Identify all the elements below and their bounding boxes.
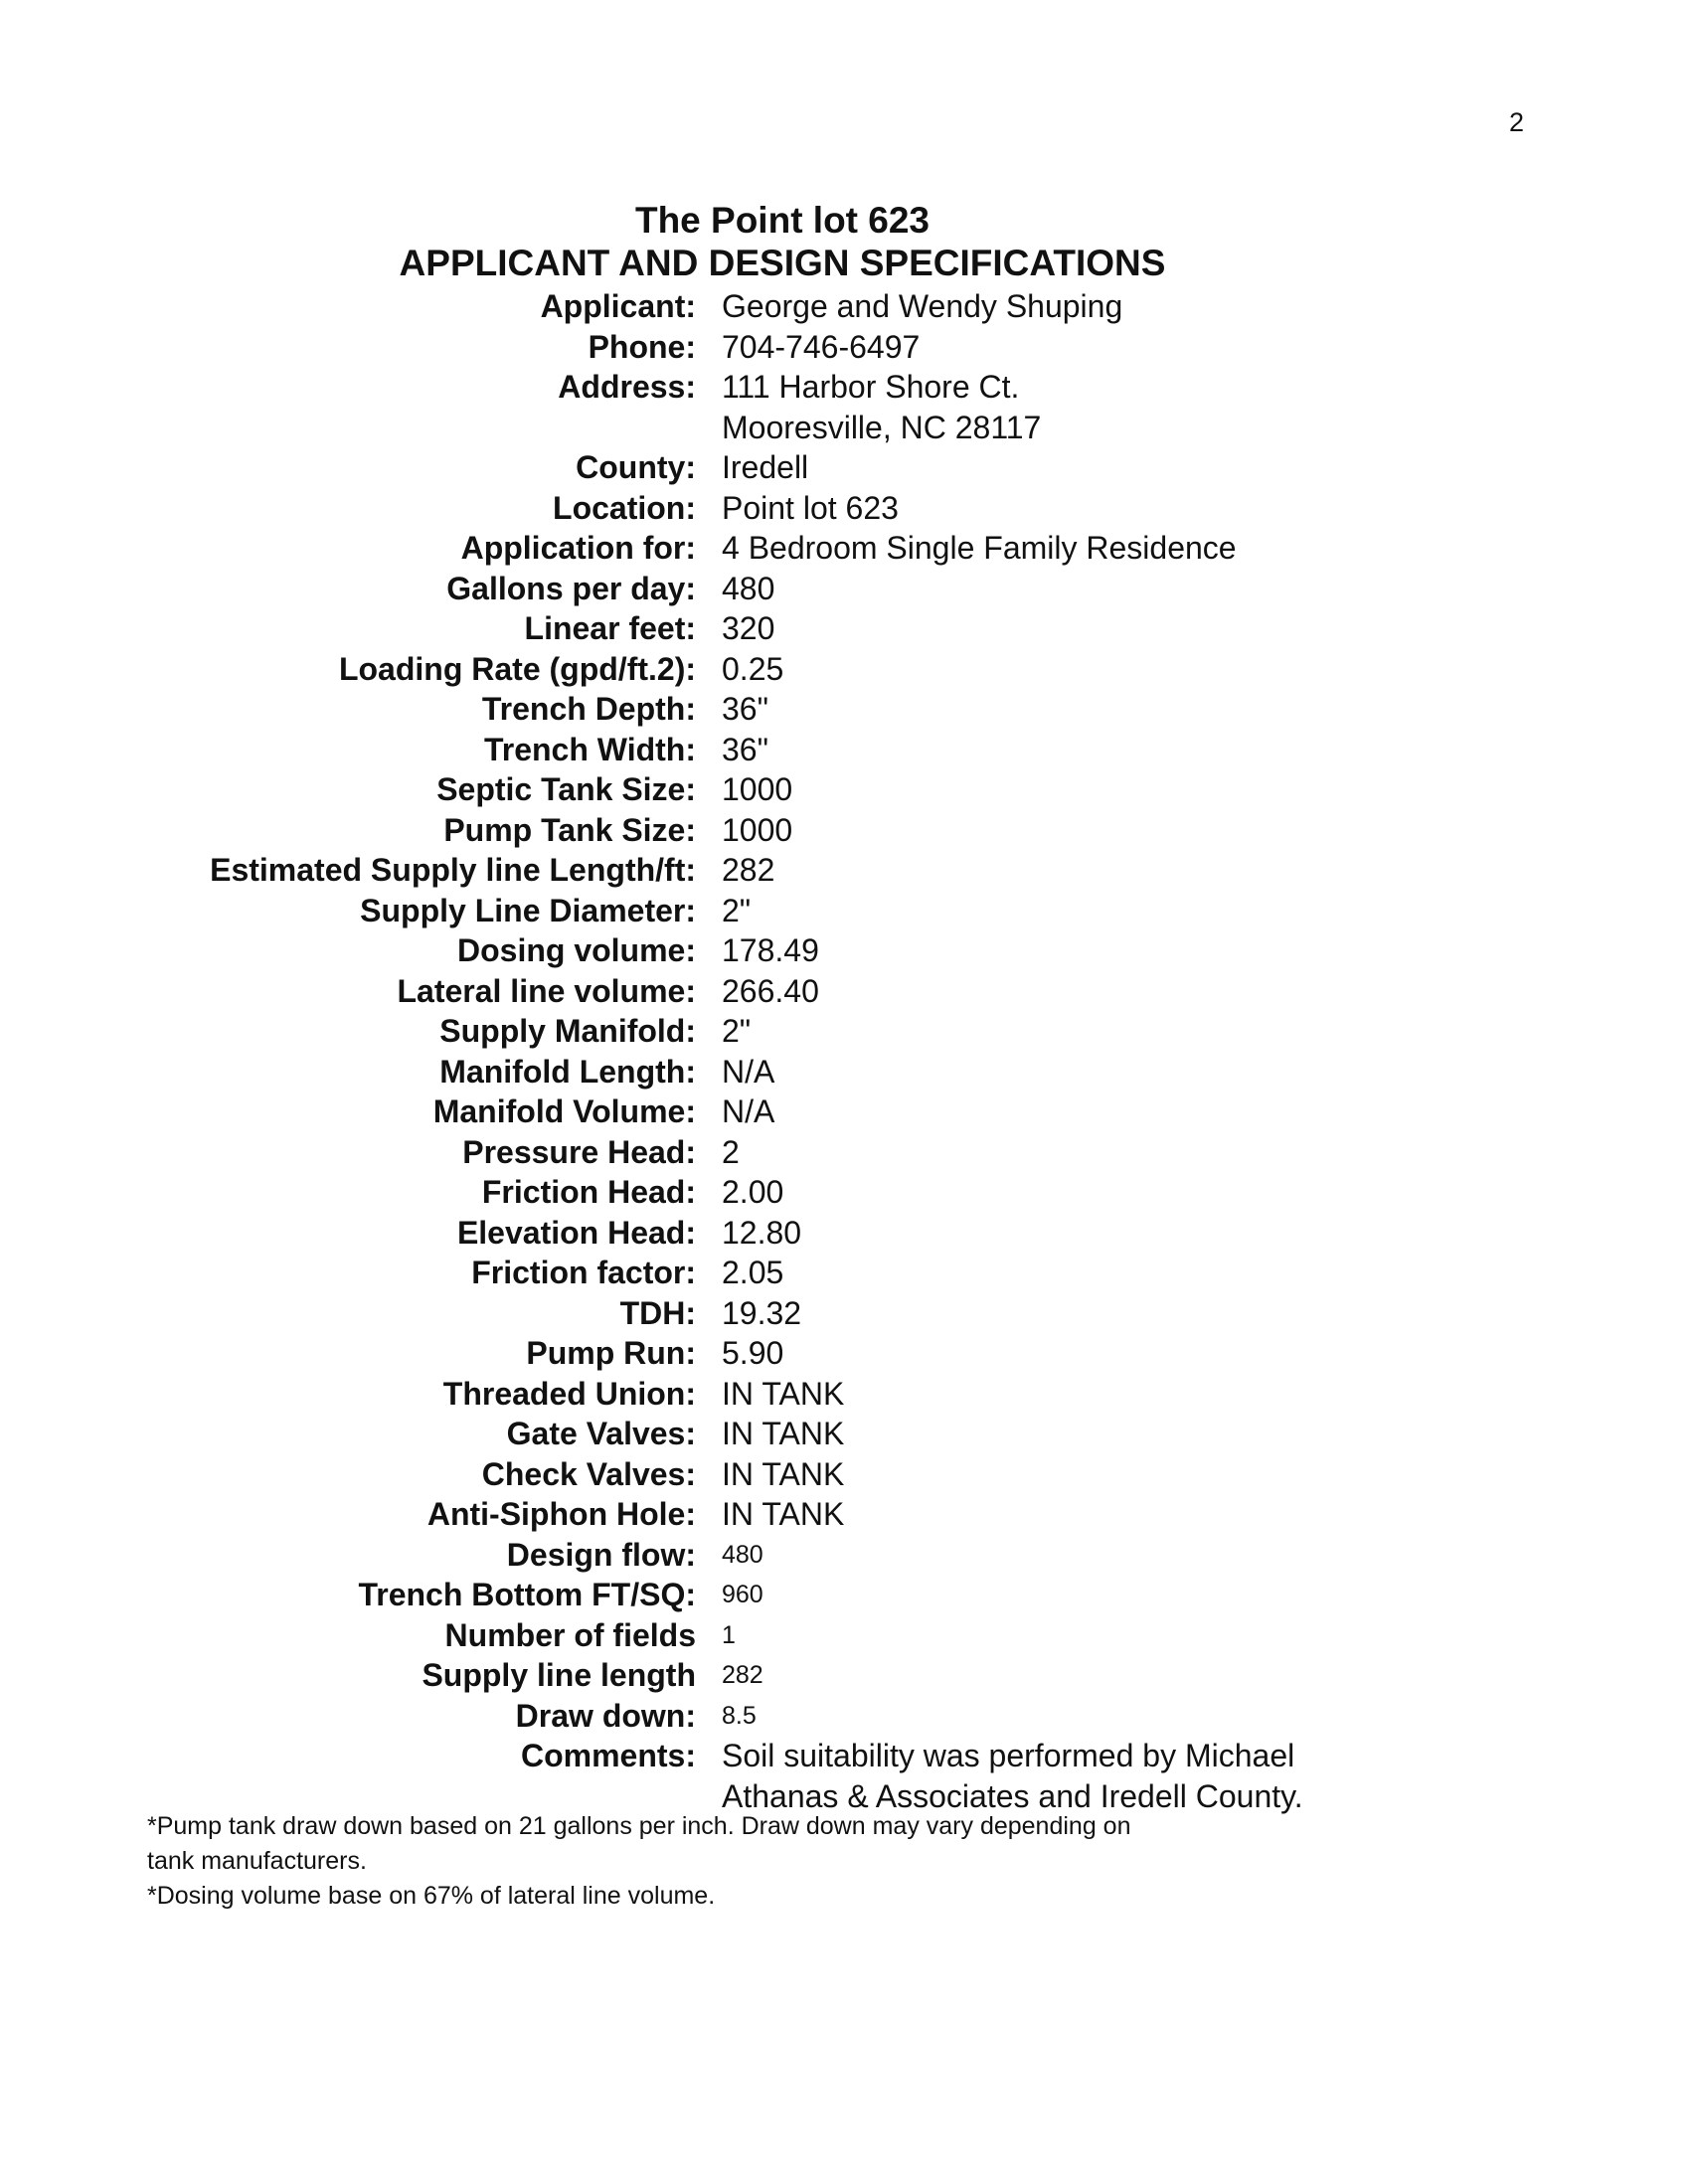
spec-label: Phone: — [588, 328, 696, 365]
spec-value: 2.05 — [722, 1255, 784, 1290]
spec-value: 1000 — [722, 811, 793, 848]
spec-value: 19.32 — [722, 1294, 802, 1331]
spec-value: N/A — [722, 1093, 775, 1129]
spec-row-friction-factor — [0, 1253, 1694, 1293]
comments-line-1: Soil suitability was performed by Michael — [722, 1738, 1295, 1773]
spec-value: 36" — [722, 731, 768, 767]
spec-row-check-valves — [0, 1454, 1694, 1495]
spec-label: Location: — [553, 489, 696, 526]
spec-value: 320 — [722, 610, 775, 646]
spec-label: Trench Bottom FT/SQ: — [358, 1577, 696, 1612]
spec-row-pump-tank-size — [0, 810, 1694, 851]
spec-value: 8.5 — [722, 1701, 757, 1730]
title-block — [0, 199, 1565, 284]
spec-value: 12.80 — [722, 1214, 802, 1251]
spec-label: Supply Manifold: — [439, 1013, 696, 1049]
spec-row-gate-valves — [0, 1414, 1694, 1454]
spec-row-application-for — [0, 528, 1694, 569]
spec-label: Friction Head: — [481, 1174, 696, 1210]
spec-row-trench-depth — [0, 689, 1694, 730]
spec-row-manifold-volume — [0, 1092, 1694, 1132]
spec-value: 704-746-6497 — [722, 328, 921, 365]
spec-row-threaded-union — [0, 1374, 1694, 1415]
spec-value: 2" — [722, 892, 752, 928]
spec-row-tdh — [0, 1293, 1694, 1334]
spec-row-comments — [0, 1736, 1694, 1816]
spec-row-pressure-head — [0, 1132, 1694, 1173]
spec-value: N/A — [722, 1053, 775, 1090]
spec-value: Iredell — [722, 449, 809, 485]
spec-value: IN TANK — [722, 1416, 845, 1451]
spec-label: Friction factor: — [471, 1255, 696, 1290]
spec-value — [722, 367, 1041, 447]
spec-label: Manifold Volume: — [432, 1093, 696, 1129]
spec-value: 266.40 — [722, 972, 819, 1009]
spec-value — [722, 1736, 1303, 1816]
spec-value: 0.25 — [722, 650, 784, 687]
address-line-1: 111 Harbor Shore Ct. — [722, 369, 1020, 405]
spec-row-anti-siphon-hole — [0, 1494, 1694, 1535]
comments-line-2: Athanas & Associates and Iredell County. — [722, 1777, 1303, 1814]
spec-label: Gallons per day: — [446, 570, 696, 606]
footnote-draw-down-continued: tank manufacturers. — [147, 1847, 367, 1875]
spec-label: Supply line length — [422, 1657, 696, 1693]
spec-value: George and Wendy Shuping — [722, 288, 1123, 324]
spec-label: County: — [576, 449, 696, 485]
spec-value: 2 — [722, 1133, 740, 1170]
specifications-list — [0, 286, 1694, 1816]
spec-value: 960 — [722, 1581, 763, 1608]
spec-row-estimated-supply-line-length — [0, 850, 1694, 891]
spec-value: 282 — [722, 1661, 763, 1689]
spec-label: TDH: — [619, 1294, 696, 1331]
spec-label: Threaded Union: — [442, 1375, 696, 1412]
spec-row-supply-line-length — [0, 1655, 1694, 1696]
spec-label: Applicant: — [540, 288, 696, 324]
spec-row-address — [0, 367, 1694, 447]
spec-label: Pump Run: — [526, 1335, 696, 1371]
spec-label: Loading Rate (gpd/ft.2): — [338, 650, 696, 687]
spec-row-lateral-line-volume — [0, 971, 1694, 1012]
spec-label: Supply Line Diameter: — [360, 892, 696, 928]
spec-row-trench-width — [0, 730, 1694, 770]
spec-label: Design flow: — [506, 1536, 696, 1573]
spec-value: 480 — [722, 1540, 763, 1569]
spec-value: 4 Bedroom Single Family Residence — [722, 530, 1237, 566]
spec-row-applicant — [0, 286, 1694, 327]
spec-value: 1000 — [722, 771, 793, 807]
spec-row-manifold-length — [0, 1052, 1694, 1092]
spec-row-county — [0, 447, 1694, 488]
spec-label: Comments: — [520, 1738, 696, 1773]
spec-label: Septic Tank Size: — [436, 771, 696, 807]
spec-row-location — [0, 488, 1694, 529]
spec-value: 5.90 — [722, 1335, 784, 1371]
spec-label: Elevation Head: — [456, 1214, 696, 1251]
spec-label: Manifold Length: — [439, 1053, 696, 1090]
spec-label: Estimated Supply line Length/ft: — [210, 852, 696, 888]
page-number: 2 — [1509, 107, 1525, 137]
spec-value: 2.00 — [722, 1174, 784, 1210]
spec-label: Number of fields — [444, 1616, 696, 1653]
address-line-2: Mooresville, NC 28117 — [722, 409, 1042, 445]
spec-row-gallons-per-day — [0, 569, 1694, 609]
spec-row-supply-line-diameter — [0, 891, 1694, 931]
spec-row-friction-head — [0, 1172, 1694, 1213]
spec-value: IN TANK — [722, 1375, 845, 1412]
footnotes — [147, 1809, 1130, 1914]
spec-row-design-flow — [0, 1535, 1694, 1576]
spec-row-number-of-fields — [0, 1615, 1694, 1656]
spec-value: 1 — [722, 1620, 736, 1649]
spec-row-loading-rate — [0, 649, 1694, 690]
spec-value: IN TANK — [722, 1496, 845, 1532]
spec-row-pump-run — [0, 1333, 1694, 1374]
document-subtitle: APPLICANT AND DESIGN SPECIFICATIONS — [399, 243, 1166, 283]
spec-row-dosing-volume — [0, 930, 1694, 971]
spec-value: 36" — [722, 691, 768, 727]
spec-value: 178.49 — [722, 932, 819, 968]
spec-label: Trench Depth: — [481, 691, 696, 727]
spec-label: Pump Tank Size: — [443, 811, 696, 848]
spec-value: 2" — [722, 1013, 752, 1049]
spec-label: Check Valves: — [481, 1455, 696, 1492]
spec-row-draw-down — [0, 1696, 1694, 1737]
spec-row-linear-feet — [0, 608, 1694, 649]
spec-label: Draw down: — [515, 1697, 696, 1734]
spec-label: Lateral line volume: — [397, 972, 696, 1009]
spec-label: Linear feet: — [524, 610, 696, 646]
spec-row-elevation-head — [0, 1213, 1694, 1254]
spec-value: Point lot 623 — [722, 489, 899, 526]
spec-label: Gate Valves: — [506, 1416, 696, 1451]
spec-row-septic-tank-size — [0, 769, 1694, 810]
spec-label: Pressure Head: — [462, 1133, 696, 1170]
spec-label: Address: — [558, 369, 696, 405]
footnote-dosing-volume: *Dosing volume base on 67% of lateral line volume. — [147, 1882, 716, 1910]
document-title: The Point lot 623 — [634, 200, 931, 241]
footnote-draw-down: *Pump tank draw down based on 21 gallons per inch. Draw down may vary depending on — [147, 1812, 1131, 1840]
spec-label: Trench Width: — [483, 731, 696, 767]
spec-label: Anti-Siphon Hole: — [426, 1496, 696, 1532]
spec-label: Application for: — [460, 530, 696, 566]
spec-row-phone — [0, 327, 1694, 368]
spec-value: 480 — [722, 570, 775, 606]
spec-label: Dosing volume: — [456, 932, 696, 968]
spec-value: IN TANK — [722, 1455, 845, 1492]
spec-row-supply-manifold — [0, 1011, 1694, 1052]
spec-value: 282 — [722, 852, 775, 888]
spec-row-trench-bottom — [0, 1575, 1694, 1615]
